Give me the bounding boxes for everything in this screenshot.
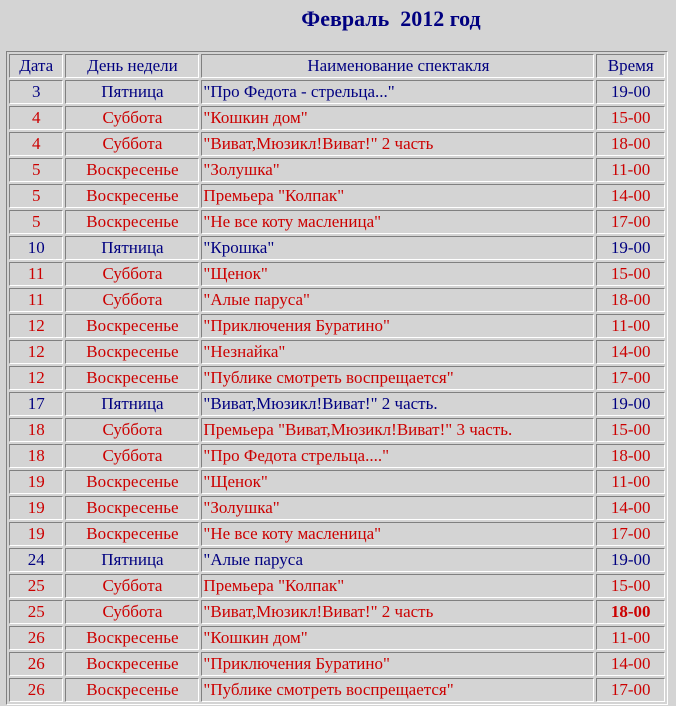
date-cell: 26: [9, 652, 63, 676]
table-row: [9, 288, 665, 312]
performance-name-cell: "Приключения Буратино": [201, 652, 594, 676]
table-row: [9, 314, 665, 338]
performance-name-cell: "Щенок": [201, 262, 594, 286]
table-row: [9, 678, 665, 702]
day-cell: Воскресенье: [65, 678, 199, 702]
table-row: [9, 574, 665, 598]
table-header-row: [9, 54, 665, 78]
performance-name-cell: "Виват,Мюзикл!Виват!" 2 часть: [201, 600, 594, 624]
time-cell: 11-00: [596, 626, 665, 650]
date-cell: 11: [9, 288, 63, 312]
time-cell: 15-00: [596, 262, 665, 286]
table-row: [9, 262, 665, 286]
table-row: [9, 106, 665, 130]
time-cell: 19-00: [596, 392, 665, 416]
table-row: [9, 210, 665, 234]
time-cell: 14-00: [596, 652, 665, 676]
performance-name-cell: "Приключения Буратино": [201, 314, 594, 338]
performance-name-cell: "Публике смотреть воспрещается": [201, 678, 594, 702]
page-title: Февраль 2012 год: [301, 6, 481, 31]
date-cell: 17: [9, 392, 63, 416]
day-cell: Воскресенье: [65, 470, 199, 494]
date-cell: 19: [9, 522, 63, 546]
date-cell: 12: [9, 340, 63, 364]
table-row: [9, 600, 665, 624]
time-cell: 18-00: [596, 288, 665, 312]
date-cell: 5: [9, 210, 63, 234]
table-row: [9, 184, 665, 208]
date-cell: 26: [9, 678, 63, 702]
table-row: [9, 340, 665, 364]
day-cell: Воскресенье: [65, 314, 199, 338]
date-cell: 4: [9, 106, 63, 130]
day-cell: Суббота: [65, 574, 199, 598]
date-cell: 12: [9, 314, 63, 338]
day-cell: Суббота: [65, 600, 199, 624]
header-time: Время: [596, 54, 665, 78]
date-cell: 5: [9, 184, 63, 208]
day-cell: Воскресенье: [65, 158, 199, 182]
day-cell: Суббота: [65, 418, 199, 442]
performance-name-cell: Премьера "Колпак": [201, 574, 594, 598]
header-name: Наименование спектакля: [201, 54, 594, 78]
time-cell: 18-00: [596, 444, 665, 468]
time-cell: 11-00: [596, 314, 665, 338]
table-row: [9, 652, 665, 676]
day-cell: Пятница: [65, 236, 199, 260]
performance-name-cell: "Крошка": [201, 236, 594, 260]
time-cell: 15-00: [596, 574, 665, 598]
performance-name-cell: "Не все коту масленица": [201, 522, 594, 546]
performance-name-cell: "Кошкин дом": [201, 106, 594, 130]
day-cell: Суббота: [65, 288, 199, 312]
day-cell: Воскресенье: [65, 652, 199, 676]
day-cell: Суббота: [65, 262, 199, 286]
table-row: [9, 132, 665, 156]
day-cell: Воскресенье: [65, 366, 199, 390]
table-row: [9, 548, 665, 572]
table-row: [9, 80, 665, 104]
day-cell: Воскресенье: [65, 184, 199, 208]
table-row: [9, 418, 665, 442]
date-cell: 3: [9, 80, 63, 104]
performance-name-cell: "Алые паруса: [201, 548, 594, 572]
date-cell: 4: [9, 132, 63, 156]
time-cell: 17-00: [596, 678, 665, 702]
performance-name-cell: "Незнайка": [201, 340, 594, 364]
performance-name-cell: "Щенок": [201, 470, 594, 494]
table-row: [9, 522, 665, 546]
time-cell: 18-00: [596, 600, 665, 624]
performance-name-cell: "Публике смотреть воспрещается": [201, 366, 594, 390]
table-row: [9, 366, 665, 390]
table-row: [9, 470, 665, 494]
table-row: [9, 392, 665, 416]
performance-name-cell: "Виват,Мюзикл!Виват!" 2 часть: [201, 132, 594, 156]
performance-name-cell: "Про Федота стрельца....": [201, 444, 594, 468]
date-cell: 12: [9, 366, 63, 390]
day-cell: Суббота: [65, 444, 199, 468]
time-cell: 19-00: [596, 548, 665, 572]
time-cell: 15-00: [596, 106, 665, 130]
date-cell: 18: [9, 444, 63, 468]
header-day: День недели: [65, 54, 199, 78]
time-cell: 19-00: [596, 236, 665, 260]
table-row: [9, 158, 665, 182]
day-cell: Воскресенье: [65, 626, 199, 650]
day-cell: Пятница: [65, 392, 199, 416]
date-cell: 19: [9, 470, 63, 494]
day-cell: Пятница: [65, 80, 199, 104]
time-cell: 18-00: [596, 132, 665, 156]
time-cell: 17-00: [596, 366, 665, 390]
date-cell: 24: [9, 548, 63, 572]
day-cell: Воскресенье: [65, 210, 199, 234]
date-cell: 10: [9, 236, 63, 260]
time-cell: 15-00: [596, 418, 665, 442]
table-row: [9, 496, 665, 520]
date-cell: 25: [9, 600, 63, 624]
schedule-rows: [9, 80, 665, 702]
performance-name-cell: "Золушка": [201, 496, 594, 520]
day-cell: Суббота: [65, 106, 199, 130]
time-cell: 11-00: [596, 470, 665, 494]
day-cell: Воскресенье: [65, 496, 199, 520]
time-cell: 11-00: [596, 158, 665, 182]
date-cell: 26: [9, 626, 63, 650]
performance-name-cell: Премьера "Виват,Мюзикл!Виват!" 3 часть.: [201, 418, 594, 442]
performance-name-cell: "Виват,Мюзикл!Виват!" 2 часть.: [201, 392, 594, 416]
day-cell: Воскресенье: [65, 340, 199, 364]
time-cell: 14-00: [596, 340, 665, 364]
performance-name-cell: "Золушка": [201, 158, 594, 182]
time-cell: 14-00: [596, 496, 665, 520]
performance-name-cell: "Про Федота - стрельца...": [201, 80, 594, 104]
date-cell: 18: [9, 418, 63, 442]
time-cell: 17-00: [596, 522, 665, 546]
date-cell: 25: [9, 574, 63, 598]
date-cell: 5: [9, 158, 63, 182]
table-row: [9, 236, 665, 260]
day-cell: Пятница: [65, 548, 199, 572]
day-cell: Воскресенье: [65, 522, 199, 546]
time-cell: 14-00: [596, 184, 665, 208]
performance-name-cell: "Не все коту масленица": [201, 210, 594, 234]
performance-name-cell: Премьера "Колпак": [201, 184, 594, 208]
header-date: Дата: [9, 54, 63, 78]
time-cell: 19-00: [596, 80, 665, 104]
performance-name-cell: "Кошкин дом": [201, 626, 594, 650]
date-cell: 19: [9, 496, 63, 520]
table-row: [9, 626, 665, 650]
schedule-table: [6, 51, 668, 705]
day-cell: Суббота: [65, 132, 199, 156]
performance-name-cell: "Алые паруса": [201, 288, 594, 312]
table-row: [9, 444, 665, 468]
date-cell: 11: [9, 262, 63, 286]
time-cell: 17-00: [596, 210, 665, 234]
